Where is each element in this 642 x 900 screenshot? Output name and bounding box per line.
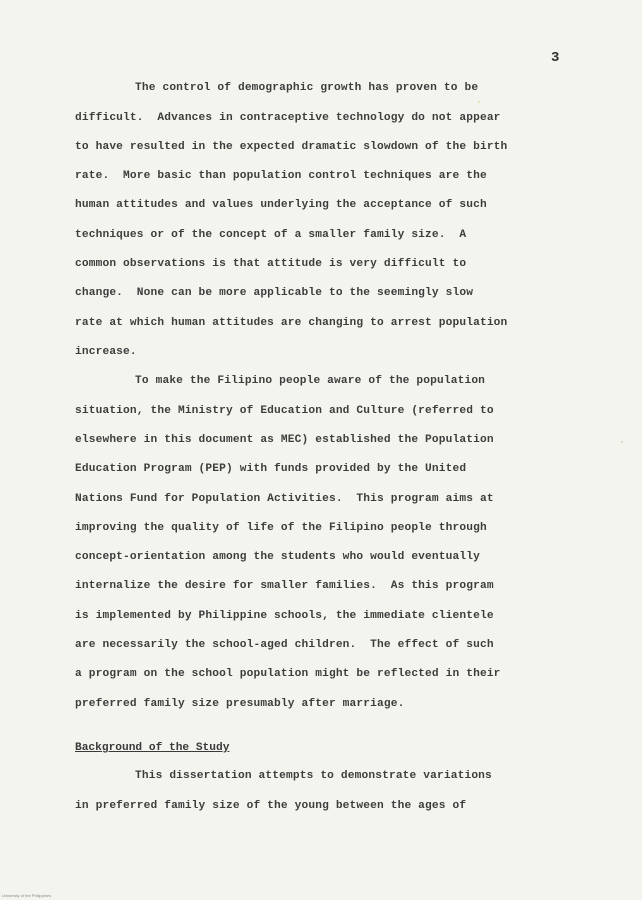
text-line: difficult. Advances in contraceptive technology do not appear <box>75 112 501 124</box>
text-line: a program on the school population might be reflected in their <box>75 668 501 680</box>
page-number: 3 <box>551 50 560 66</box>
text-line: internalize the desire for smaller families. As this program <box>75 580 494 592</box>
text-line: concept-orientation among the students who would eventually <box>75 551 480 563</box>
text-line: in preferred family size of the young between the ages of <box>75 800 467 812</box>
text-line: rate at which human attitudes are changing to arrest population <box>75 317 508 329</box>
text-line: Education Program (PEP) with funds provided by the United <box>75 463 467 475</box>
text-line: Nations Fund for Population Activities. This program aims at <box>75 493 494 505</box>
text-line: are necessarily the school-aged children. The effect of such <box>75 639 494 651</box>
text-line: is implemented by Philippine schools, the immediate clientele <box>75 610 494 622</box>
text-line: to have resulted in the expected dramatic slowdown of the birth <box>75 141 508 153</box>
text-line: change. None can be more applicable to the seemingly slow <box>75 287 474 299</box>
text-line: preferred family size presumably after marriage. <box>75 698 405 710</box>
text-line: The control of demographic growth has proven to be <box>135 82 479 94</box>
section-heading: Background of the Study <box>75 742 230 754</box>
text-line: improving the quality of life of the Filipino people through <box>75 522 487 534</box>
text-line: techniques or of the concept of a smaller family size. A <box>75 229 467 241</box>
text-line: rate. More basic than population control techniques are the <box>75 170 487 182</box>
text-line: human attitudes and values underlying the acceptance of such <box>75 199 487 211</box>
scan-speck <box>621 441 623 443</box>
text-line: elsewhere in this document as MEC) established the Population <box>75 434 494 446</box>
text-line: increase. <box>75 346 137 358</box>
text-line: This dissertation attempts to demonstrate variations <box>135 770 492 782</box>
text-line: common observations is that attitude is very difficult to <box>75 258 467 270</box>
scan-speck <box>478 101 480 103</box>
text-line: To make the Filipino people aware of the population <box>135 375 486 387</box>
text-line: situation, the Ministry of Education and Culture (referred to <box>75 405 494 417</box>
footer-watermark: University of the Philippines <box>2 893 52 898</box>
